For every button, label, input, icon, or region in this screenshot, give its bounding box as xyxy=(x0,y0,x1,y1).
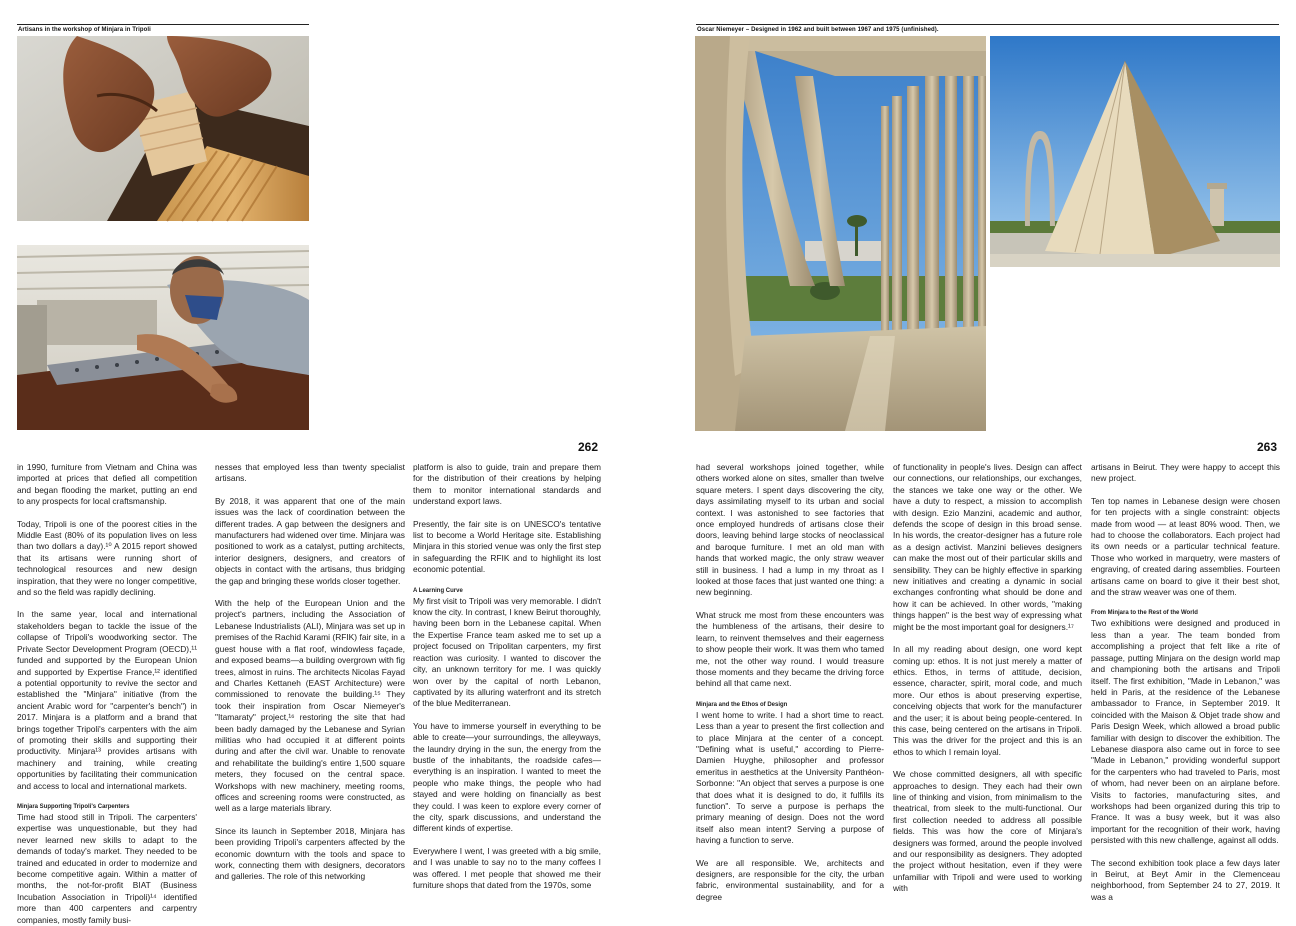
paragraph: Since its launch in September 2018, Minjara has been providing Tripoli's carpenters affected by the economic downturn with the tools and space to work, connecting them with designers, decorators and galleries. The role of this networking xyxy=(215,825,405,882)
photo-caption-right: Oscar Niemeyer – Designed in 1962 and built between 1967 and 1975 (unfinished). xyxy=(697,27,939,33)
left-column-3 xyxy=(413,462,601,890)
paragraph: in 1990, furniture from Vietnam and China was imported at prices that defied all competition and began flooding the market, putting an end to any prospects for local craftsmanship. xyxy=(17,462,197,507)
paragraph: The second exhibition took place a few days later in Beirut, at Beyt Amir in the Clemenceau neighborhood, from September 24 to 27, 2019. It was a xyxy=(1091,857,1280,902)
paragraph: Presently, the fair site is on UNESCO's tentative list to become a World Heritage site. Establishing Minjara in this storied venue was only the first step in safeguarding the RFIK and to highlight its lost economic potential. xyxy=(413,518,601,575)
page-number-left: 262 xyxy=(578,440,599,454)
caption-rule-right xyxy=(696,24,1279,25)
paragraph: We are all responsible. We, architects and designers, are responsible for the city, the urban fabric, environmental sustainability, and for a degree xyxy=(696,857,884,902)
section-heading: A Learning Curve xyxy=(413,587,463,594)
section-heading: From Minjara to the Rest of the World xyxy=(1091,610,1198,617)
right-column-3 xyxy=(1091,462,1280,902)
right-column-2 xyxy=(893,462,1082,894)
paragraph: of functionality in people's lives. Design can affect our connections, our relationships, our exchanges, the stances we take one way or the other. We have a duty to respect, a mission to accomplish with design. Ezio Manzini, academic and author, defends the scope of design in this broad sense. In his words, the creator-designer has a future role as a design activist. Manzini believes designers can make the most out of their particular skills and sensibility. They can be highly effective in sparking new initiatives and creating a dynamic in social exchanges confronting what should be done and how it can be achieved. In other words, "making things happen" is the best way of expressing what might be the most important goal for designers.¹⁷ xyxy=(893,462,1082,632)
photo-niemeyer-colonnade xyxy=(695,36,986,431)
paragraph: Everywhere I went, I was greeted with a big smile, and I was unable to say no to the many coffees I was offered. I met people that showed me their furniture shops that dated from the 1970s, some xyxy=(413,845,601,890)
paragraph: I went home to write. I had a short time to react. Less than a year to present the first collection and to place Minjara at the center of a concept. "Defining what is useful," according to Pierre-Damien Huyghe, philosopher and professor emeritus in aesthetics at the University Panthéon-Sorbonne: "An object that serves a purpose is one that does what it is designed to do, it fulfills its function". To serve a purpose is perhaps the primary meaning of design. Does not the word itself also mean intent? Serving a purpose of having a function to serve. xyxy=(696,709,884,846)
paragraph: With the help of the European Union and the project's partners, including the Association of Lebanese Industrialists (ALI), Minjara was set up in premises of the Rachid Karami (RFIK) fair site, in a guest house with a flat roof, windowless façade, and exposed beams—a building overgrown with fig trees, almost in ruins. The architects Nicolas Fayad and Charles Kettaneh (EAST Architecture) were commissioned to renovate the building.¹⁵ They took their inspiration from Oscar Niemeyer's "Itamaraty" project,¹⁶ restoring the site that had been badly damaged by the Lebanese and Syrian militias who had occupied it at different points during and after the civil war. Unable to renovate and rehabilitate the building's entire 1,500 square meters, they focused on the central space. Workshops with new machinery, meeting rooms, offices and screening rooms were constructed, as well as a large materials library. xyxy=(215,598,405,814)
section-heading: Minjara and the Ethos of Design xyxy=(696,701,788,708)
photo-masked-artisan xyxy=(17,245,309,430)
caption-rule-left xyxy=(17,24,309,25)
paragraph: We chose committed designers, all with specific approaches to design. They each had their own line of thinking and vision, from minimalism to the theatrical, from sleek to the multi-functional. Our first collection needed to address all possible fields. This was how the core of Minjara's designers was formed, around the people involved and our responsibility as designers. They adopted the project without hesitation, even if they were unfamiliar with Tripoli and were used to working with xyxy=(893,769,1082,894)
paragraph: Time had stood still in Tripoli. The carpenters' expertise was unquestionable, but they had never learned new skills to adapt to the demands of today's market. They needed to be trained and educated in order to modernize and become competitive again. Within a matter of months, the not-for-profit BIAT (Business Incubation Association in Tripoli)¹⁴ identified more than 400 carpenters and carpentry companies, mostly family busi- xyxy=(17,811,197,925)
paragraph: had several workshops joined together, while others worked alone on sites, smaller than twelve square meters. I spent days discovering the city, days assimilating myself to its urban and social context. I was astonished to see factories that once employed hundreds of artisans close their doors, leaving behind large stocks of neoclassical and baroque furniture. I met an old man with hands that worked magic, the only straw weaver still in business. I had a lump in my throat as I looked at those faces that just wanted one thing: a new beginning. xyxy=(696,462,884,598)
photo-caption-left: Artisans in the workshop of Minjara in Tripoli xyxy=(18,27,151,33)
paragraph: You have to immerse yourself in everything to be able to create—your surroundings, the alleyways, the laundry drying in the sun, the energy from the bustle of the inhabitants, the roadside cafes—everything is an inspiration. I wanted to meet the people who make things, the people who had stayed and were holding on financially as best they could. I was keen to explore every corner of the city, spark discussions, and understand the different kinds of expertise. xyxy=(413,720,601,834)
paragraph: artisans in Beirut. They were happy to accept this new project. xyxy=(1091,462,1280,484)
paragraph: What struck me most from these encounters was the humbleness of the artisans, their desire to learn, to reinvent themselves and their eagerness to show people their work. It was them who tamed me, not the other way round. I would treasure those moments and they became the driving force behind all that came next. xyxy=(696,609,884,689)
paragraph: Today, Tripoli is one of the poorest cities in the Middle East (80% of its population lives on less than two dollars a day).¹⁰ A 2015 report showed that its artisans were running short of technological resources and new design inspiration, that they were no longer competitive, and so the field was rapidly declining. xyxy=(17,518,197,598)
paragraph: Ten top names in Lebanese design were chosen for ten projects with a single constraint: objects made from wood — at least 80% wood. Then, we had to choose the collaborators. Each project had its own needs or a particular technical feature. Those who worked in marquetry, were masters of engraving, of created daring assemblies. Fourteen artisans came on board to give it their best shot, and the straw weaver was one of them. xyxy=(1091,495,1280,598)
photo-niemeyer-pyramid xyxy=(990,36,1280,267)
left-column-1 xyxy=(17,462,197,925)
paragraph: In all my reading about design, one word kept coming up: ethos. It is not just merely a matter of ethics. Ethos, in terms of attitude, decision, essence, character, spirit, moral code, and much more. Our ethos is about preserving expertise, conceiving objects that work for the manufacturer and the user; it is about being people-centered. In this case, being centered on the artisans in Tripoli. This was the driver for the project and this is an ethos to which I remain loyal. xyxy=(893,644,1082,757)
paragraph: Two exhibitions were designed and produced in less than a year. The team bonded from accomplishing a project that felt like a rite of passage, putting Minjara on the design world map and championing both the artisans and Tripoli itself. The first exhibition, "Made in Lebanon," was held in Paris, at the residence of the Lebanese ambassador to France, in September 2019. It coincided with the Maison & Objet trade show and Paris Design Week, which allowed a broad public familiar with design to discover the exhibition. The Lebanese diaspora also came out in force to see "Made in Lebanon," providing wonderful support for the carpenters who had traveled to Paris, most of whom, had never been on an airplane before. Visits to factories, manufacturing sites, and workshops had been organized during this trip to France. It was a busy week, but it was also important for the recognition of their work, having persisted with this new challenge, against all odds. xyxy=(1091,618,1280,846)
section-heading: Minjara Supporting Tripoli's Carpenters xyxy=(17,803,130,810)
photo-hands-wood xyxy=(17,36,309,221)
right-column-1 xyxy=(696,462,884,902)
left-column-2 xyxy=(215,462,405,882)
paragraph: platform is also to guide, train and prepare them for the distribution of their creations by helping them to monitor international standards and understand export laws. xyxy=(413,462,601,507)
paragraph: By 2018, it was apparent that one of the main issues was the lack of coordination between the different trades. A gap between the designers and manufacturers had widened over time. Minjara was positioned to work as a catalyst, putting architects, interior designers, designers, and creators of objects in contact with the artisans, thus bridging the gap and bringing these worlds closer together. xyxy=(215,495,405,586)
page-number-right: 263 xyxy=(1257,440,1278,454)
paragraph: nesses that employed less than twenty specialist artisans. xyxy=(215,462,405,484)
paragraph: In the same year, local and international stakeholders began to tackle the issue of the collapse of Tripoli's woodworking sector. The Private Sector Development Program (OECD),¹¹ funded and supported by the European Union and supported by Expertise France,¹² identified a potential opportunity to revive the sector and established the "Minjara" initiative (from the ancient Arabic word for "carpenter's bench") in 2017. Minjara is a platform and a brand that brings together Tripoli's carpenters with the aim of promoting their skills and supporting their productivity. Minjara¹³ provides artisans with machinery and training, while creating opportunities by facilitating their communication and access to local and international markets. xyxy=(17,609,197,791)
paragraph: My first visit to Tripoli was very memorable. I didn't know the city. In contrast, I knew Beirut thoroughly, having been born in the Lebanese capital. When the Expertise France team asked me to set up a project focused on Tripolitan carpenters, my first reaction was curiosity. I wanted to discover the city, an unknown territory for me. I was quickly won over by the capital of north Lebanon, captivated by its alluring waterfront and its stretch of the blue Mediterranean. xyxy=(413,595,601,709)
